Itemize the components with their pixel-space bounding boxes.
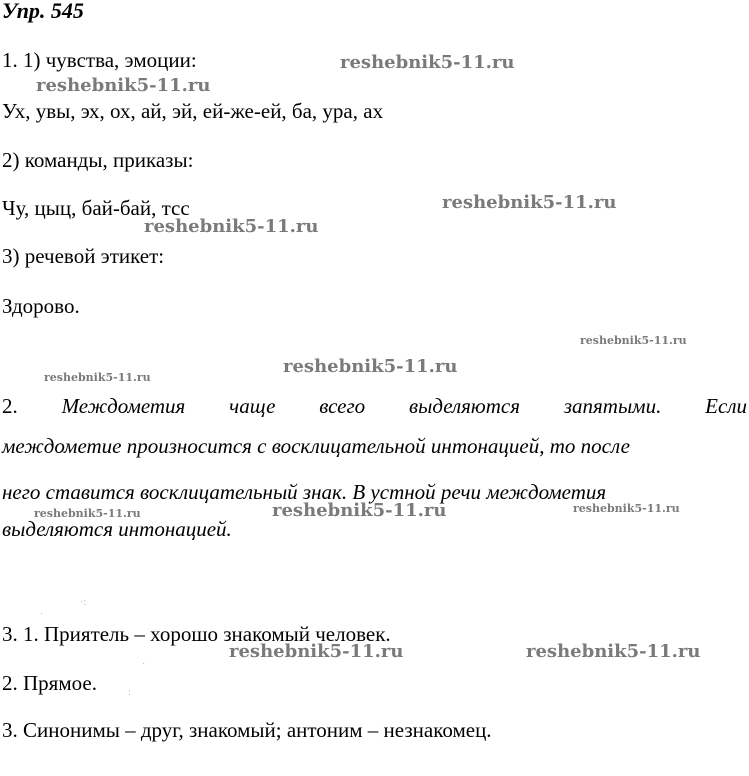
watermark: reshebnik5-11.ru bbox=[283, 356, 458, 377]
section1-item2-text: Чу, цыц, бай-бай, тсс bbox=[2, 196, 190, 220]
watermark: reshebnik5-11.ru bbox=[526, 641, 701, 662]
section1-item1-text: Ух, увы, эх, ох, ай, эй, ей-же-ей, ба, ура, ах bbox=[2, 99, 384, 123]
section2-word: выделяются bbox=[408, 394, 520, 418]
watermark: reshebnik5-11.ru bbox=[44, 371, 151, 384]
watermark: reshebnik5-11.ru bbox=[34, 507, 141, 520]
scan-speck: · bbox=[142, 659, 146, 670]
section3-line1: 3. 1. Приятель – хорошо знакомый человек. bbox=[2, 622, 391, 646]
section1-item1-label: 1. 1) чувства, эмоции: bbox=[2, 48, 197, 72]
section1-item2-label: 2) команды, приказы: bbox=[2, 148, 194, 172]
section2-word: Междометия bbox=[61, 394, 186, 418]
section2-line1 bbox=[2, 396, 747, 417]
section2-line2: междометие произносится с восклицательной интонацией, то после bbox=[2, 434, 630, 458]
watermark: reshebnik5-11.ru bbox=[340, 52, 515, 73]
watermark: reshebnik5-11.ru bbox=[580, 334, 687, 347]
exercise-title: Упр. 545 bbox=[2, 0, 84, 23]
watermark: reshebnik5-11.ru bbox=[144, 216, 319, 237]
section2-word: запятыми. bbox=[563, 394, 662, 418]
scan-speck: : bbox=[128, 687, 131, 698]
section3-line3: 3. Синонимы – друг, знакомый; антоним – незнакомец. bbox=[2, 718, 492, 742]
section2-word: чаще bbox=[229, 394, 276, 418]
section1-item3-label: 3) речевой этикет: bbox=[2, 244, 165, 268]
watermark: reshebnik5-11.ru bbox=[442, 192, 617, 213]
watermark: reshebnik5-11.ru bbox=[36, 75, 211, 96]
section2-word: всего bbox=[319, 394, 366, 418]
section2-number: 2. bbox=[2, 394, 18, 418]
watermark: reshebnik5-11.ru bbox=[229, 641, 404, 662]
watermark: reshebnik5-11.ru bbox=[573, 502, 680, 515]
section2-line4: выделяются интонацией. bbox=[2, 517, 232, 541]
section3-line2: 2. Прямое. bbox=[2, 671, 97, 695]
scan-speck: · bbox=[40, 609, 44, 620]
section2-word: Если bbox=[705, 394, 747, 418]
watermark: reshebnik5-11.ru bbox=[272, 500, 447, 521]
scan-speck: ·: bbox=[80, 597, 87, 608]
section2-line3: него ставится восклицательный знак. В устной речи междометия bbox=[2, 480, 607, 504]
section1-item3-text: Здорово. bbox=[2, 294, 80, 318]
